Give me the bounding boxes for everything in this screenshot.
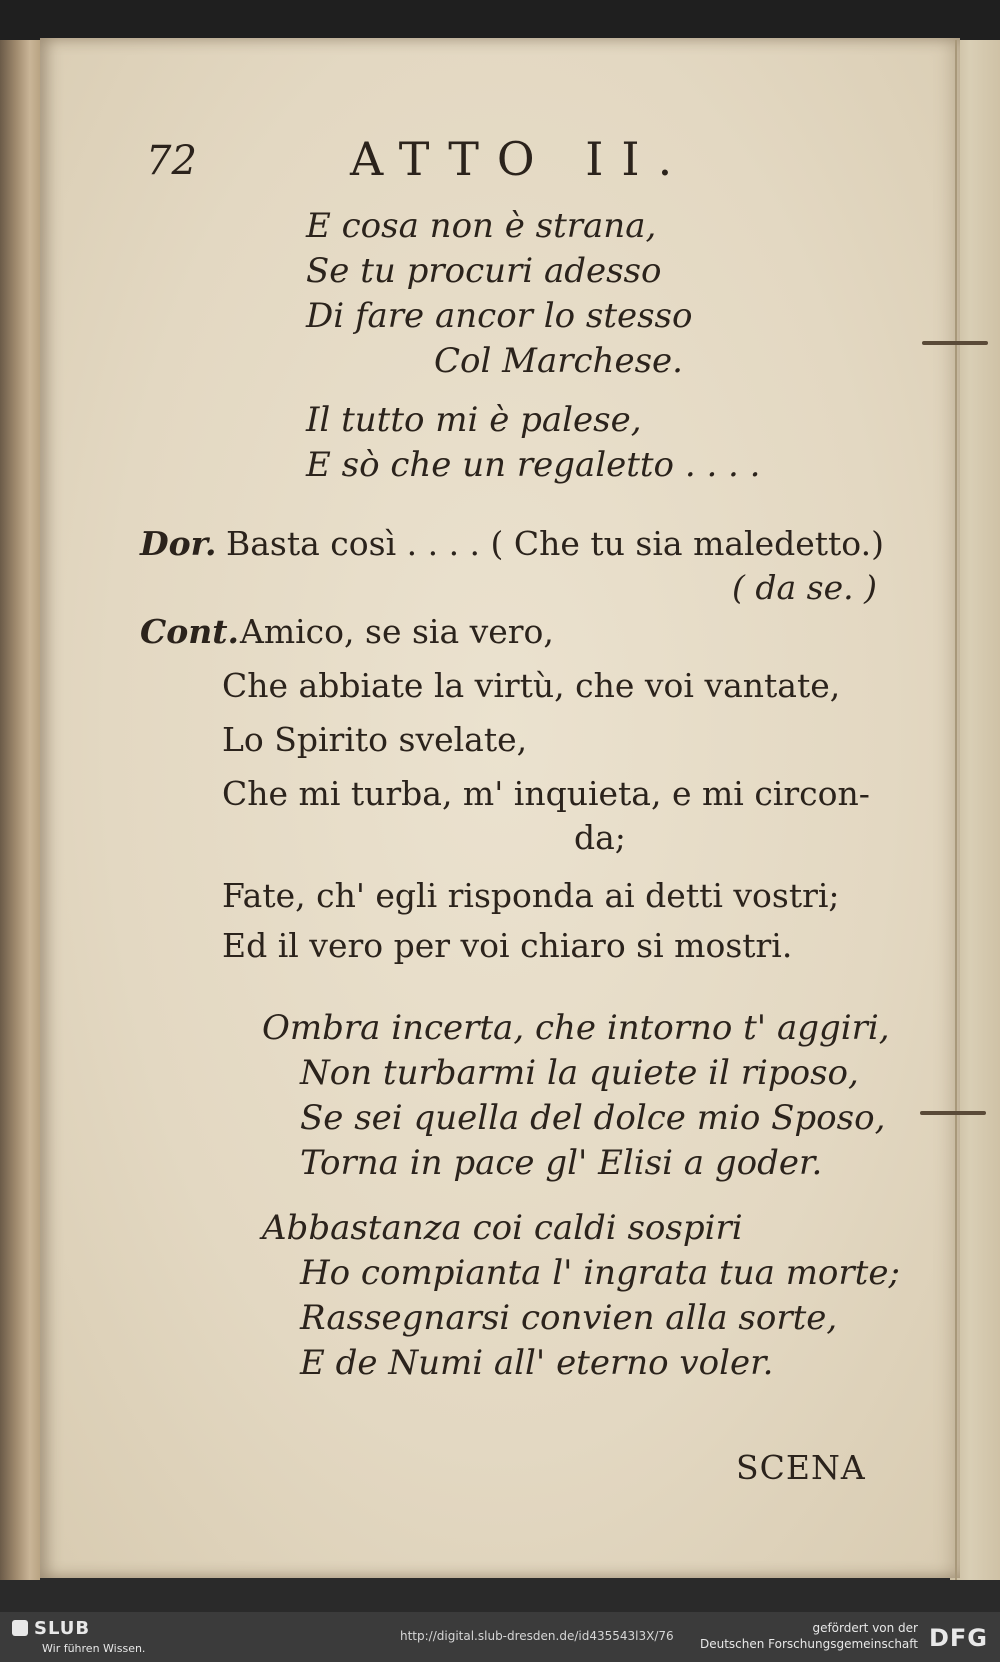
page-number: 72 xyxy=(146,138,197,184)
scan-top-background xyxy=(0,0,1000,40)
aria-line: Torna in pace gl' Elisi a goder. xyxy=(300,1143,823,1183)
viewer-footer xyxy=(0,1612,1000,1662)
slub-logo[interactable] xyxy=(12,1618,90,1639)
permalink[interactable]: http://digital.slub-dresden.de/id435543l3X/76 xyxy=(400,1629,674,1643)
funder-line-2: Deutschen Forschungsgemeinschaft xyxy=(699,1637,918,1651)
speech-line: Che abbiate la virtù, che voi vantate, xyxy=(222,666,841,705)
book-left-edge xyxy=(0,40,40,1580)
aria-line: E de Numi all' eterno voler. xyxy=(300,1343,774,1383)
speaker-name: Dor. xyxy=(140,524,217,563)
aria-line: Ombra incerta, che intorno t' aggiri, xyxy=(262,1008,890,1048)
funder-credit xyxy=(700,1620,918,1652)
verse-line: E cosa non è strana, xyxy=(306,206,657,246)
speech-line: Basta così . . . . ( Che tu sia maledetto.) xyxy=(226,524,884,563)
binding-thread-lower xyxy=(920,1111,986,1115)
speaker-name: Cont. xyxy=(140,612,239,651)
slub-logo-icon xyxy=(12,1620,28,1636)
speech-line: Amico, se sia vero, xyxy=(240,612,554,651)
verse-line: Col Marchese. xyxy=(434,341,683,381)
speech-line: da; xyxy=(574,818,626,857)
speech-line: Fate, ch' egli risponda ai detti vostri; xyxy=(222,876,840,915)
aria-line: Abbastanza coi caldi sospiri xyxy=(262,1208,743,1248)
slub-logo-text: SLUB xyxy=(34,1618,91,1639)
aria-line: Se sei quella del dolce mio Sposo, xyxy=(300,1098,886,1138)
catchword: SCENA xyxy=(736,1448,866,1487)
speech-line: Che mi turba, m' inquieta, e mi circon- xyxy=(222,774,870,813)
aria-line: Non turbarmi la quiete il riposo, xyxy=(300,1053,859,1093)
verse-line: E sò che un regaletto . . . . xyxy=(306,445,761,485)
aria-line: Ho compianta l' ingrata tua morte; xyxy=(300,1253,900,1293)
verse-line: Il tutto mi è palese, xyxy=(306,400,642,440)
speech-line: Lo Spirito svelate, xyxy=(222,720,528,759)
slub-tagline: Wir führen Wissen. xyxy=(42,1642,146,1655)
running-head: ATTO II. xyxy=(350,132,691,186)
stage-direction: ( da se. ) xyxy=(732,568,877,607)
page-gutter-line xyxy=(955,40,957,1580)
speech-line: Ed il vero per voi chiaro si mostri. xyxy=(222,926,793,965)
funder-line-1: gefördert von der xyxy=(812,1621,918,1635)
binding-thread-upper xyxy=(922,341,988,345)
dfg-logo[interactable]: DFG xyxy=(928,1624,988,1652)
verse-line: Di fare ancor lo stesso xyxy=(306,296,693,336)
verse-line: Se tu procuri adesso xyxy=(306,251,662,291)
aria-line: Rassegnarsi convien alla sorte, xyxy=(300,1298,838,1338)
